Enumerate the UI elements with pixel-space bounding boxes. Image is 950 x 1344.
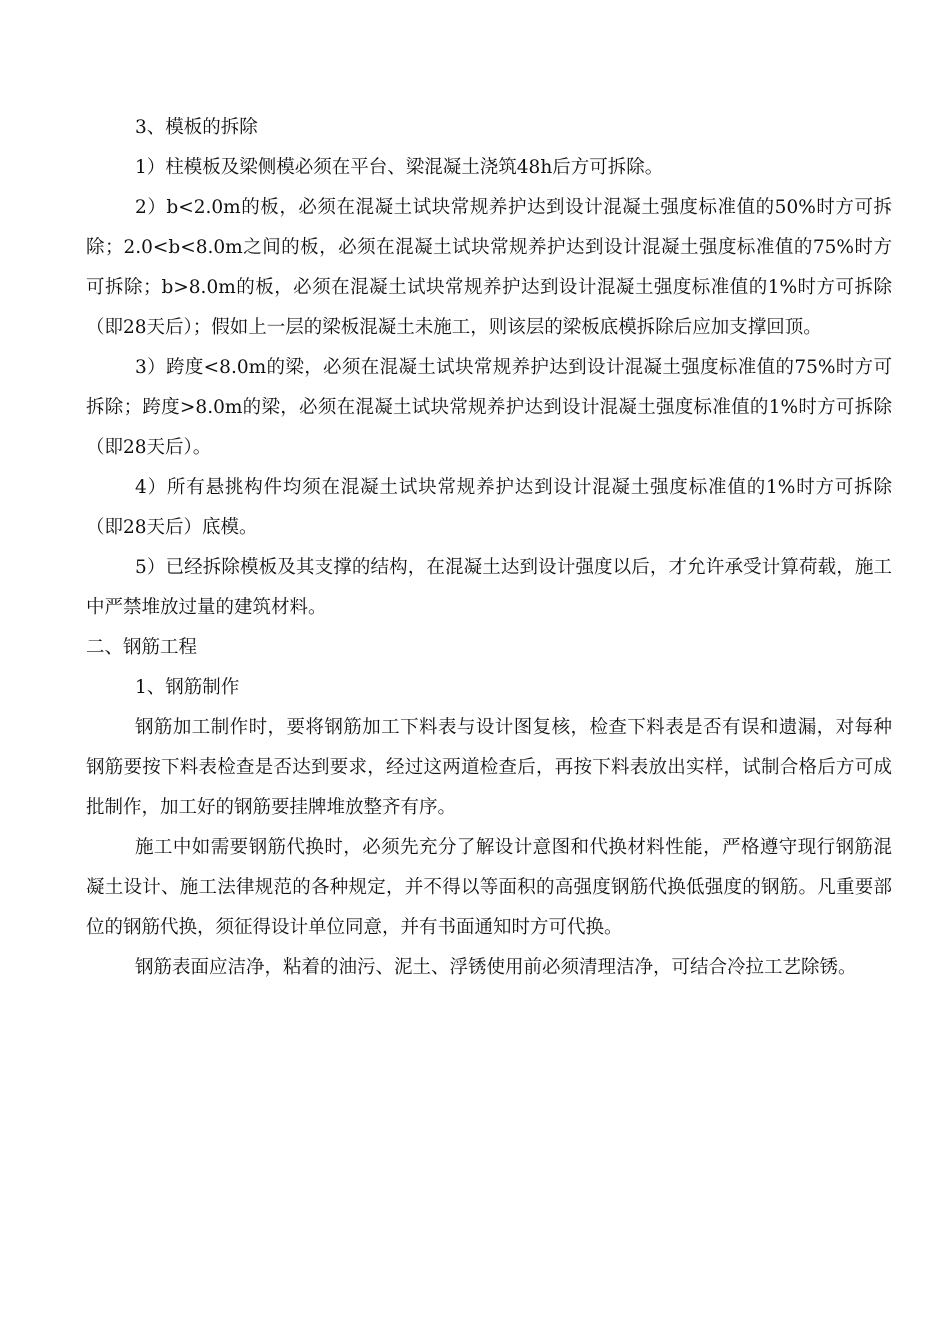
section-heading-formwork-removal: 3、模板的拆除 bbox=[135, 117, 258, 138]
section-heading-rebar-fabrication: 1、钢筋制作 bbox=[135, 677, 240, 698]
chapter-heading-rebar-works: 二、钢筋工程 bbox=[86, 637, 198, 658]
paragraph-cantilever-removal: 4）所有悬挑构件均须在混凝土试块常规养护达到设计混凝土强度标准值的1%时方可拆除（即28天后）底模。 bbox=[86, 477, 892, 538]
paragraph-slab-removal: 2）b<2.0m的板，必须在混凝土试块常规养护达到设计混凝土强度标准值的50%时方可拆除；2.0<b<8.0m之间的板，必须在混凝土试块常规养护达到设计混凝土强度标准值的75%时方可拆除；b>8.0m的板，必须在混凝土试块常规养护达到设计混凝土强度标准值的1%时方可拆除（即28天后）；假如上一层的梁板混凝土未施工，则该层的梁板底模拆除后应加支撑回顶。 bbox=[86, 197, 892, 338]
document-page bbox=[86, 108, 892, 988]
paragraph-load-restriction: 5）已经拆除模板及其支撑的结构，在混凝土达到设计强度以后，才允许承受计算荷载，施工中严禁堆放过量的建筑材料。 bbox=[86, 557, 892, 618]
paragraph-beam-removal: 3）跨度<8.0m的梁，必须在混凝土试块常规养护达到设计混凝土强度标准值的75%时方可拆除；跨度>8.0m的梁，必须在混凝土试块常规养护达到设计混凝土强度标准值的1%时方可拆除（即28天后）。 bbox=[86, 357, 892, 458]
paragraph-rebar-cleaning: 钢筋表面应洁净，粘着的油污、泥土、浮锈使用前必须清理洁净，可结合冷拉工艺除锈。 bbox=[135, 957, 857, 978]
paragraph-rebar-substitution: 施工中如需要钢筋代换时，必须先充分了解设计意图和代换材料性能，严格遵守现行钢筋混凝土设计、施工法律规范的各种规定，并不得以等面积的高强度钢筋代换低强度的钢筋。凡重要部位的钢筋代换，须征得设计单位同意，并有书面通知时方可代换。 bbox=[86, 837, 892, 938]
paragraph-column-formwork: 1）柱模板及梁侧模必须在平台、梁混凝土浇筑48h后方可拆除。 bbox=[135, 157, 664, 178]
paragraph-rebar-processing: 钢筋加工制作时，要将钢筋加工下料表与设计图复核，检查下料表是否有误和遗漏，对每种钢筋要按下料表检查是否达到要求，经过这两道检查后，再按下料表放出实样，试制合格后方可成批制作，加工好的钢筋要挂牌堆放整齐有序。 bbox=[86, 717, 892, 818]
